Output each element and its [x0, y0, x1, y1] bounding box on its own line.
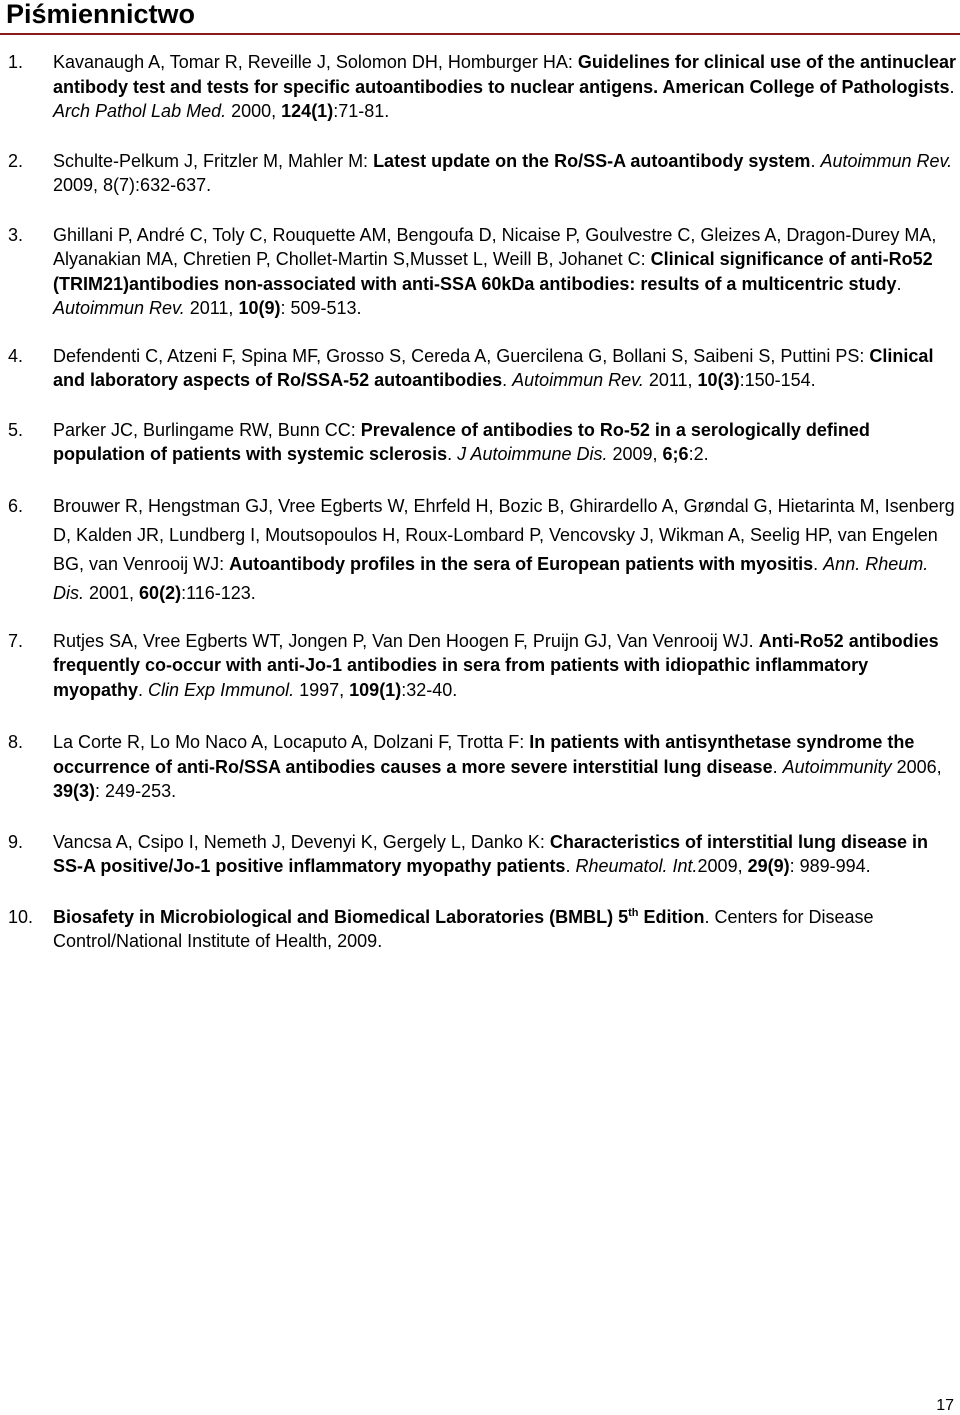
reference-volume: 10(9) [238, 298, 281, 318]
reference-journal: Autoimmun Rev. [512, 370, 644, 390]
reference-volume: 6;6 [662, 444, 689, 464]
reference-authors: Defendenti C, Atzeni F, Spina MF, Grosso S, Cereda A, Guercilena G, Bollani S, Saibeni S, Puttini PS: [53, 345, 870, 366]
reference-item [8, 223, 958, 321]
reference-title: Guidelines for clinical use of the antinuclear antibody test and tests for specific autoantibodies to nuclear antigens. American College of Pathologists [53, 52, 956, 97]
reference-separator: . [813, 553, 824, 574]
reference-separator: . [447, 444, 458, 464]
reference-title: Anti-Ro52 antibodies frequently co-occur with anti-Jo-1 antibodies in sera from patients with idiopathic inflammatory myopathy [53, 630, 939, 700]
reference-title: Latest update on the Ro/SS-A autoantibody system [373, 150, 811, 171]
reference-pages: :71-81. [333, 101, 390, 121]
reference-item [8, 730, 958, 804]
reference-item [8, 149, 958, 198]
reference-number: 2. [8, 150, 24, 171]
reference-separator: . [949, 76, 955, 97]
reference-authors: La Corte R, Lo Mo Naco A, Locaputo A, Dolzani F, Trotta F: [53, 732, 530, 752]
reference-number: 7. [8, 630, 24, 651]
reference-journal: J Autoimmune Dis. [457, 444, 608, 464]
reference-journal: Arch Pathol Lab Med. [53, 101, 227, 121]
reference-title: Biosafety in Microbiological and Biomedical Laboratories (BMBL) 5 [53, 906, 629, 927]
reference-pages: : 249-253. [95, 781, 177, 801]
reference-journal: Ann. Rheum. Dis. [53, 553, 929, 603]
page-number: 17 [936, 1397, 954, 1414]
reference-volume: 124(1) [281, 101, 334, 121]
reference-year: 2011, [643, 370, 698, 390]
reference-year: 2006, [891, 756, 942, 777]
reference-journal: Clin Exp Immunol. [148, 679, 295, 700]
reference-title: Characteristics of interstitial lung disease in SS-A positive/Jo-1 positive inflammatory myopathy patients [53, 831, 929, 876]
reference-number: 8. [8, 732, 24, 752]
reference-authors: Brouwer R, Hengstman GJ, Vree Egberts W, Ehrfeld H, Bozic B, Ghirardello A, Grøndal G, Hietarinta M, Isenberg D, Kalden JR, Lundberg I, Moutsopoulos H, Roux-Lombard P, Vencovsky J, Wikman A, Seelig HP, van Engelen BG, van Venrooij WJ: [53, 495, 955, 574]
reference-year: 2009, [607, 444, 663, 464]
reference-authors: Schulte-Pelkum J, Fritzler M, Mahler M: [53, 150, 374, 171]
reference-separator: . [502, 370, 513, 390]
reference-year: 2011, [184, 298, 239, 318]
reference-item [8, 50, 958, 124]
reference-journal: Rheumatol. Int. [575, 856, 698, 876]
reference-journal: Autoimmunity [782, 756, 892, 777]
reference-title: In patients with antisynthetase syndrome the occurrence of anti-Ro/SSA antibodies causes a more severe interstitial lung disease [53, 732, 915, 777]
reference-pages: :2. [688, 444, 709, 464]
reference-source: . Centers for Disease Control/National Institute of Health, 2009. [53, 906, 874, 951]
reference-item [8, 830, 958, 879]
reference-number: 3. [8, 224, 24, 245]
reference-item [8, 418, 958, 467]
reference-year: 2000, [226, 101, 282, 121]
reference-title: Autoantibody profiles in the sera of European patients with myositis [229, 553, 814, 574]
reference-title: Prevalence of antibodies to Ro-52 in a serologically defined population of patients with systemic sclerosis [53, 419, 870, 464]
reference-number: 5. [8, 419, 24, 440]
reference-volume: 60(2) [139, 582, 182, 603]
reference-title: Clinical significance of anti-Ro52 (TRIM21)antibodies non-associated with anti-SSA 60kDa antibodies: results of a multicentric study [53, 249, 933, 294]
reference-year: 2009, [697, 856, 748, 876]
reference-pages: :32-40. [401, 679, 458, 700]
reference-number: 9. [8, 831, 24, 852]
reference-separator: . [810, 150, 821, 171]
reference-superscript: th [628, 906, 639, 919]
reference-list [8, 50, 958, 954]
reference-pages: :150-154. [739, 370, 816, 390]
reference-title: Clinical and laboratory aspects of Ro/SSA-52 autoantibodies [53, 345, 934, 390]
reference-separator: . [772, 756, 783, 777]
reference-item [8, 344, 958, 393]
reference-number: 4. [8, 345, 24, 366]
reference-item [8, 905, 958, 954]
reference-year: 1997, [294, 679, 350, 700]
reference-separator: . [896, 273, 902, 294]
reference-number: 6. [8, 495, 24, 516]
reference-volume: 109(1) [349, 679, 402, 700]
reference-number: 10. [8, 906, 34, 927]
reference-separator: . [138, 679, 149, 700]
reference-year: 2009, 8(7):632-637. [53, 175, 212, 195]
reference-title-end: Edition [638, 906, 705, 927]
reference-separator: . [565, 856, 576, 876]
reference-authors: Parker JC, Burlingame RW, Bunn CC: [53, 419, 361, 440]
reference-pages: :116-123. [181, 582, 256, 603]
reference-journal: Autoimmun Rev. [53, 298, 185, 318]
reference-item [8, 492, 958, 608]
reference-volume: 10(3) [697, 370, 740, 390]
reference-authors: Rutjes SA, Vree Egberts WT, Jongen P, Van Den Hoogen F, Pruijn GJ, Van Venrooij WJ. [53, 630, 759, 651]
reference-number: 1. [8, 52, 24, 72]
reference-authors: Ghillani P, André C, Toly C, Rouquette AM, Bengoufa D, Nicaise P, Goulvestre C, Gleizes A, Dragon-Durey MA, Alyanakian MA, Chretien P, Chollet-Martin S,Musset L, Weill B, Johanet C: [53, 224, 937, 269]
reference-authors: Vancsa A, Csipo I, Nemeth J, Devenyi K, Gergely L, Danko K: [53, 831, 550, 852]
page-title: Piśmiennictwo [6, 0, 196, 29]
reference-pages: : 509-513. [280, 298, 362, 318]
reference-authors: Kavanaugh A, Tomar R, Reveille J, Solomon DH, Homburger HA: [53, 52, 578, 72]
reference-year: 2001, [84, 582, 140, 603]
reference-item [8, 629, 958, 703]
reference-journal: Autoimmun Rev. [820, 150, 953, 171]
reference-volume: 39(3) [53, 781, 96, 801]
reference-volume: 29(9) [747, 856, 790, 876]
reference-pages: : 989-994. [789, 856, 871, 876]
title-divider [0, 33, 960, 35]
